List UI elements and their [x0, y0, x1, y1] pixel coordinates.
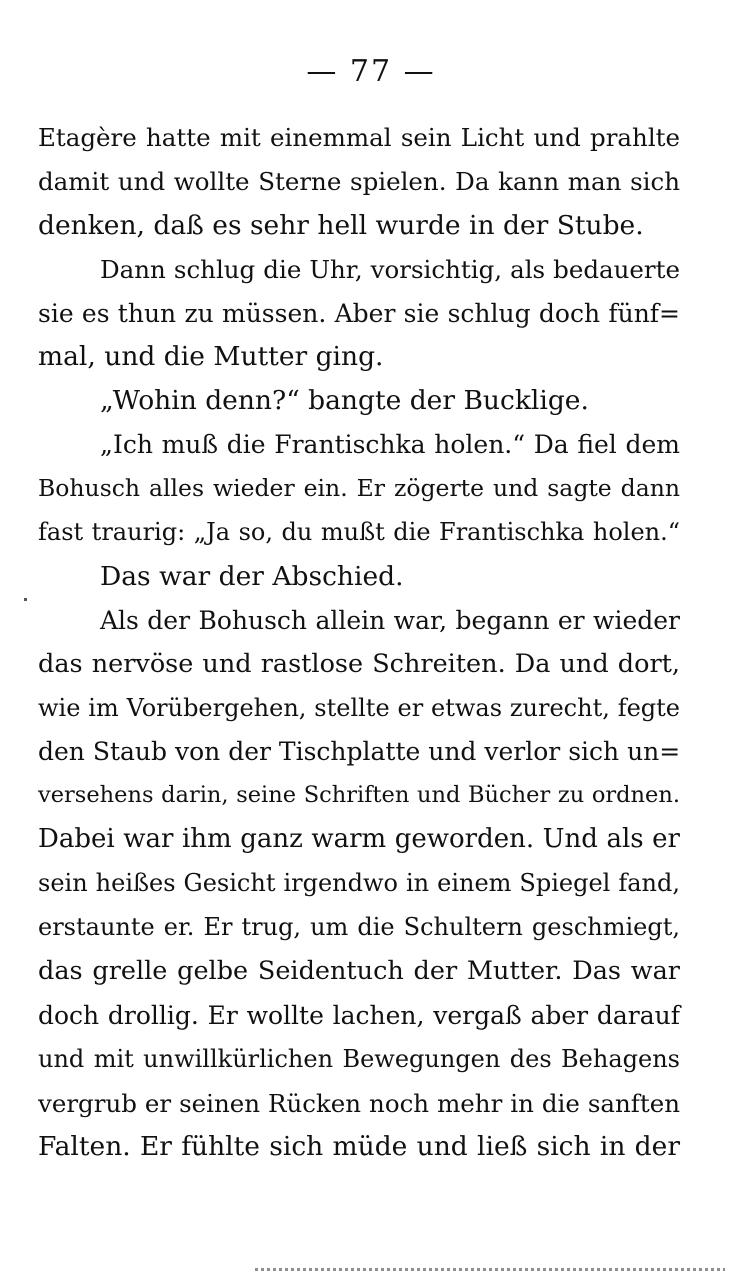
text-line: sie es thun zu müssen. Aber sie schlug doch fünf= — [38, 298, 680, 328]
text-line: wie im Vorübergehen, stellte er etwas zurecht, fegte — [38, 693, 680, 722]
text-line: denken, daß es sehr hell wurde in der Stube. — [38, 209, 644, 241]
text-line: versehens darin, seine Schriften und Bücher zu ordnen. — [38, 782, 680, 809]
text-line: Dann schlug die Uhr, vorsichtig, als bedauerte — [100, 254, 680, 284]
text-line: mal, und die Mutter ging. — [38, 341, 384, 373]
text-line: „Wohin denn?“ bangte der Bucklige. — [100, 385, 589, 417]
text-line: vergrub er seinen Rücken noch mehr in die sanften — [38, 1088, 680, 1118]
text-line: Etagère hatte mit einemmal sein Licht und prahlte — [38, 123, 680, 152]
body-text — [38, 116, 680, 1169]
page-number: — 77 — — [306, 54, 436, 89]
text-line: fast traurig: „Ja so, du mußt die Frantischka holen.“ — [38, 518, 680, 547]
text-line: den Staub von der Tischplatte und verlor sich un= — [38, 737, 681, 767]
margin-speck — [24, 598, 27, 601]
text-line: und mit unwillkürlichen Bewegungen des Behagens — [38, 1044, 680, 1073]
text-line: das grelle gelbe Seidentuch der Mutter. Das war — [38, 955, 680, 986]
text-line: erstaunte er. Er trug, um die Schultern geschmiegt, — [38, 913, 680, 942]
text-line: das nervöse und rastlose Schreiten. Da und dort, — [38, 648, 680, 679]
text-line: sein heißes Gesicht irgendwo in einem Spiegel fand, — [38, 869, 680, 898]
text-line: „Ich muß die Frantischka holen.“ Da fiel dem — [100, 430, 680, 460]
text-line: Falten. Er fühlte sich müde und ließ sich in der — [38, 1131, 680, 1163]
text-line: damit und wollte Sterne spielen. Da kann man sich — [38, 166, 680, 196]
scan-edge-noise — [255, 1268, 725, 1271]
text-line: Das war der Abschied. — [100, 560, 404, 592]
text-line: doch drollig. Er wollte lachen, vergaß aber darauf — [38, 1000, 680, 1030]
text-line: Als der Bohusch allein war, begann er wieder — [100, 605, 680, 635]
text-line: Bohusch alles wieder ein. Er zögerte und sagte dann — [38, 474, 680, 503]
text-line: Dabei war ihm ganz warm geworden. Und als er — [38, 824, 680, 855]
